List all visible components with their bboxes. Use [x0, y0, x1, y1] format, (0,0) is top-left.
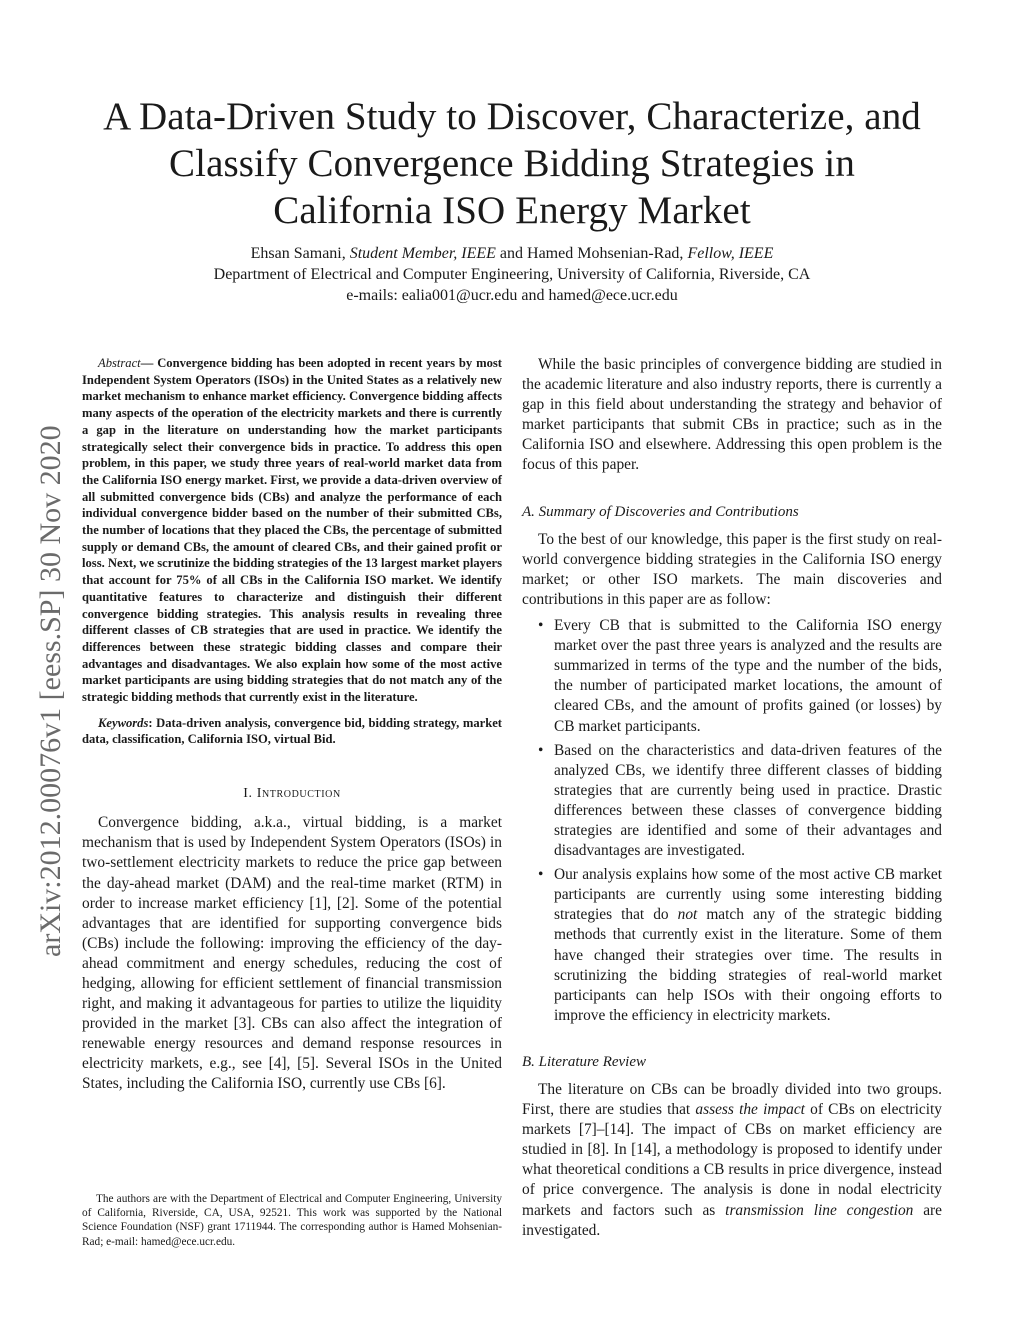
arxiv-stamp: arXiv:2012.00076v1 [eess.SP] 30 Nov 2020 [34, 425, 67, 957]
subsection-heading-literature: B. Literature Review [522, 1053, 646, 1070]
paper-title [60, 93, 964, 234]
contributions-list [522, 616, 942, 1026]
emails: e-mails: ealia001@ucr.edu and hamed@ece.ucr.edu [346, 287, 678, 304]
list-item: • Based on the characteristics and data-driven features of the analyzed CBs, we identify three different classes of bidding strategies that are currently being used in practice. Drastic differences between these classes of convergence bidding strategies are identified and some of their advantages and disadvantages are investigated. [522, 741, 942, 862]
list-item: • Every CB that is submitted to the California ISO energy market over the past three years is analyzed and the results are summarized in terms of the type and the number of the bids, the number of participated market locations, the amount of cleared CBs, and the amount of profits gained (or losses) by CB market participants. [522, 616, 942, 737]
abstract-label: Abstract [98, 356, 141, 370]
title-line-3: California ISO Energy Market [273, 189, 751, 232]
author-line: Ehsan Samani, Student Member, IEEE and Hamed Mohsenian-Rad, Fellow, IEEE [250, 245, 774, 262]
left-column [82, 355, 502, 1095]
paragraph-summary: To the best of our knowledge, this paper is the first study on real-world convergence bidding strategies in the California ISO energy market; or other ISO markets. The main discoveries and contributions in this paper are as follow: [522, 530, 942, 608]
list-item: • Our analysis explains how some of the most active CB market participants are currently using some interesting bidding strategies that do not match any of the strategic bidding methods that currently exist in the literature. Some of them have changed their strategies over time. The results in scrutinizing the bidding strategies of real-world market participants can help ISOs with their ongoing efforts to improve the efficiency in electricity markets. [522, 865, 942, 1026]
section-heading-introduction: I. Introduction [243, 786, 341, 802]
title-line-1: A Data-Driven Study to Discover, Characterize, and [103, 95, 921, 138]
affiliation: Department of Electrical and Computer Engineering, University of California, Riverside, CA [213, 266, 811, 283]
subsection-heading-summary: A. Summary of Discoveries and Contributions [522, 503, 799, 520]
keywords: Keywords: Data-driven analysis, convergence bid, bidding strategy, market data, classification, California ISO, virtual Bid. [82, 715, 502, 747]
intro-paragraph: Convergence bidding, a.k.a., virtual bidding, is a market mechanism that is used by Independent System Operators (ISOs) in two-settlement electricity markets to reduce the price gap between the day-ahead market (DAM) and the real-time market (RTM) in order to increase market efficiency [1], [2]. Some of the potential advantages that are identified for supporting convergence bids (CBs) include the following: improving the efficiency of the day-ahead commitment and energy schedules, reducing the cost of hedging, allowing for efficient settlement of financial transmission right, and making it advantageous for parties to utilize the liquidity provided in the market [3]. CBs can also affect the integration of renewable energy resources and demand response resources in electricity markets, e.g., see [4], [5]. Several ISOs in the United States, including the California ISO, currently use CBs [6]. [82, 814, 502, 1093]
paragraph-motivation: While the basic principles of convergence bidding are studied in the academic literature and also industry reports, there is currently a gap in this field about understanding the strategy and behavior of market participants that submit CBs in practice; such as in the California ISO and elsewhere. Addressing this open problem is the focus of this paper. [522, 356, 942, 474]
author-block [60, 243, 964, 306]
title-line-2: Classify Convergence Bidding Strategies in [169, 142, 855, 185]
abstract: Abstract— Convergence bidding has been adopted in recent years by most Independent System Operators (ISOs) in the United States as a relatively new market mechanism to enhance market efficiency. Convergence bidding affects many aspects of the operation of the electricity markets and there is currently a gap in the literature on understanding how the market participants strategically select their convergence bids in practice. To address this open problem, in this paper, we study three years of real-world market data from the California ISO energy market. First, we provide a data-driven overview of all submitted convergence bids (CBs) and analyze the performance of each individual convergence bidder based on the number of their submitted CBs, the number of locations that they placed the CBs, the percentage of submitted supply or demand CBs, the amount of cleared CBs, and their gained profit or loss. Next, we scrutinize the bidding strategies of the 13 largest market players that account for 75% of all CBs in the California ISO market. We identify quantitative features to characterize and distinguish their different convergence bidding strategies. This analysis results in revealing three different classes of CB strategies that are used in practice. We identify the differences between these strategic bidding classes and compare their advantages and disadvantages. We also explain how some of the most active market participants are using bidding strategies that do not match any of the strategic bidding methods that currently exist in the literature. [82, 356, 502, 705]
paragraph-literature: The literature on CBs can be broadly divided into two groups. First, there are studies that assess the impact of CBs on electricity markets [7]–[14]. The impact of CBs on market efficiency are studied in [8]. In [14], a methodology is proposed to identify under what theoretical conditions a CB results in price divergence, instead of price convergence. The analysis is done in nodal electricity markets and factors such as transmission line congestion are investigated. [522, 1081, 942, 1239]
right-column [522, 355, 942, 1241]
footnote: The authors are with the Department of Electrical and Computer Engineering, University of California, Riverside, CA, USA, 92521. This work was supported by the National Science Foundation (NSF) grant 1711944. The corresponding author is Hamed Mohsenian-Rad; e-mail: hamed@ece.ucr.edu. [82, 1193, 502, 1248]
